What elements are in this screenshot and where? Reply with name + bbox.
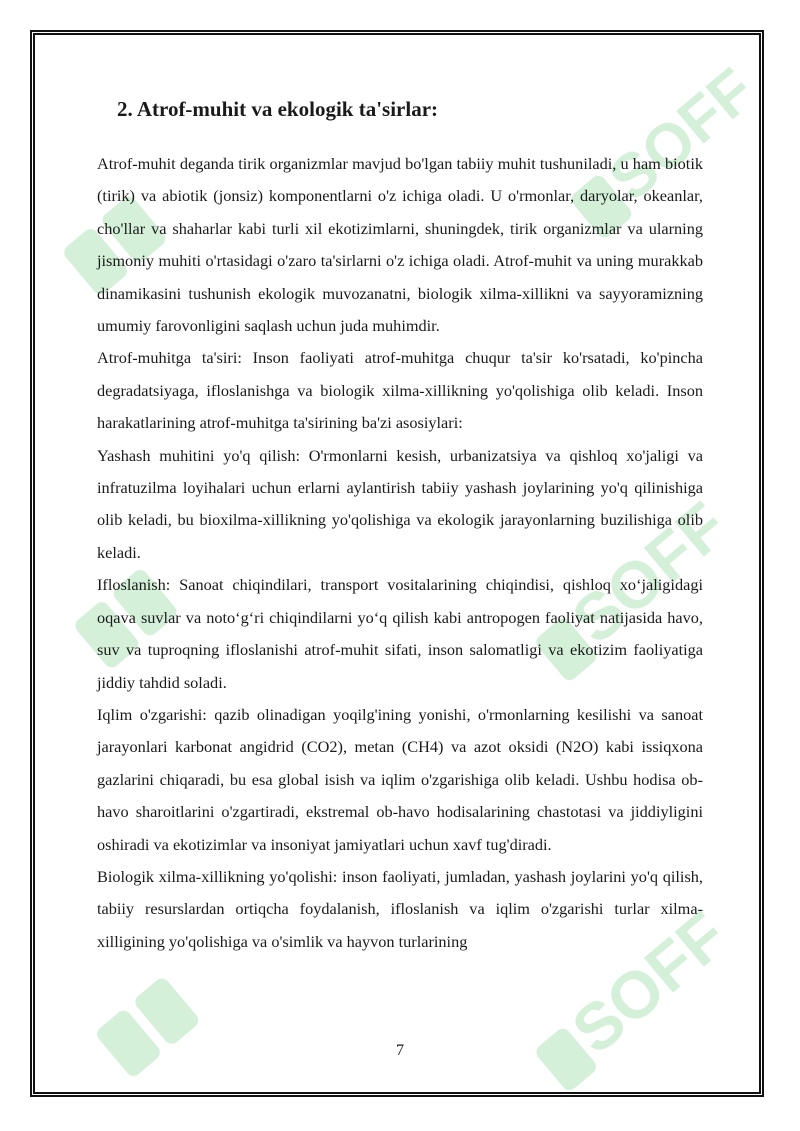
svg-text:SOFF: SOFF [558, 487, 741, 658]
document-body [97, 94, 703, 958]
svg-text:SOFF: SOFF [596, 55, 768, 215]
section-heading: 2. Atrof-muhit va ekologik ta'sirlar: [117, 97, 439, 121]
svg-text:SOFF: SOFF [558, 897, 741, 1068]
page-number: 7 [396, 1042, 404, 1059]
paragraph-pollution: Ifloslanish: Sanoat chiqindilari, transport vositalarining chiqindisi, qishloq xo‘jaligidagi oqava suvlar va noto‘g‘ri chiqindilarni yo‘q qilish kabi antropogen faoliyat natijasida havo, suv va tuproqning ifloslanishi atrof-muhit sifati, inson salomatligi va ekotizim faoliyatiga jiddiy tahdid soladi. [97, 575, 703, 692]
paragraph-biodiversity-loss: Biologik xilma-xillikning yo'qolishi: inson faoliyati, jumladan, yashash joylarini yo'q qilish, tabiiy resurslardan ortiqcha foydalanish, ifloslanish va iqlim o'zgarishi turlar xilma-xilligining yo'qolishiga va o'simlik va hayvon turlarining [97, 866, 703, 951]
paragraph-habitat-destruction: Yashash muhitini yo'q qilish: O'rmonlarni kesish, urbanizatsiya va qishloq xo'jaligi va infratuzilma loyihalari uchun erlarni aylantirish tabiiy yashash joylarining yo'q qilinishiga olib keladi, bu bioxilma-xillikning yo'qolishiga va ekologik jarayonlarning buzilishiga olib keladi. [97, 445, 703, 562]
paragraph-environmental-impact: Atrof-muhitga ta'siri: Inson faoliyati atrof-muhitga chuqur ta'sir ko'rsatadi, ko'pincha degradatsiyaga, ifloslanishga va biologik xilma-xillikning yo'qolishiga olib keladi. Inson harakatlarining atrof-muhitga ta'sirining ba'zi asosiylari: [97, 348, 703, 433]
paragraph-climate-change: Iqlim o'zgarishi: qazib olinadigan yoqilg'ining yonishi, o'rmonlarning kesilishi va sanoat jarayonlari karbonat angidrid (CO2), metan (CH4) va azot oksidi (N2O) kabi issiqxona gazlarini chiqaradi, bu esa global isish va iqlim o'zgarishiga olib keladi. Ushbu hodisa ob-havo sharoitlarini o'zgartiradi, ekstremal ob-havo hodisalarining chastotasi va jiddiyligini oshiradi va ekotizimlar va insoniyat jamiyatlari uchun xavf tug'diradi. [97, 704, 703, 854]
paragraph-environment-definition: Atrof-muhit deganda tirik organizmlar mavjud bo'lgan tabiiy muhit tushuniladi, u ham biotik (tirik) va abiotik (jonsiz) komponentlarni o'z ichiga oladi. U o'rmonlar, daryolar, okeanlar, cho'llar va shaharlar kabi turli xil ekotizimlarni, shuningdek, tirik organizmlar va ularning jismoniy muhiti o'rtasidagi o'zaro ta'sirlarni o'z ichiga oladi. Atrof-muhit va uning murakkab dinamikasini tushunish ekologik muvozanatni, biologik xilma-xillikni va sayyoramizning umumiy farovonligini saqlash uchun juda muhimdir. [97, 154, 703, 336]
